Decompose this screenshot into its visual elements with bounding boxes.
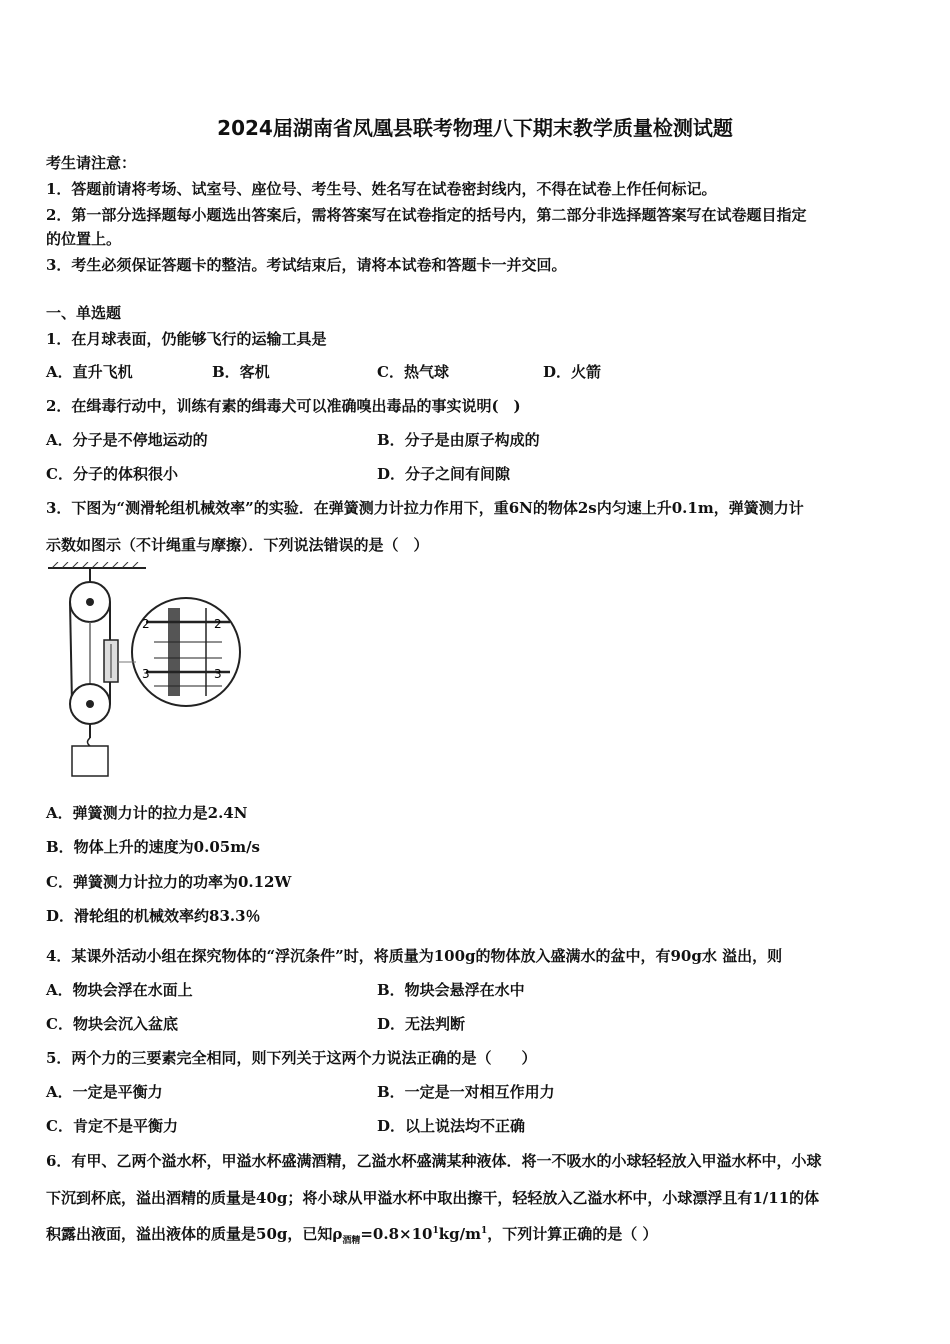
question-1-stem: 1．在月球表面，仍能够飞行的运输工具是 — [46, 330, 327, 348]
question-2-stem: 2．在缉毒行动中，训练有素的缉毒犬可以准确嗅出毒品的事实说明( ) — [46, 397, 521, 415]
q1-option-c: C．热气球 — [377, 363, 449, 381]
question-4-stem: 4．某课外活动小组在探究物体的“浮沉条件”时，将质量为100g的物体放入盛满水的盆中，有90g水 溢出，则 — [46, 947, 783, 965]
q4-option-c: C．物块会沉入盆底 — [46, 1015, 178, 1033]
q3-option-b: B．物体上升的速度为0.05m/s — [46, 838, 261, 856]
q4-option-a: A．物块会浮在水面上 — [46, 981, 193, 999]
notice-item: 1．答题前请将考场、试室号、座位号、考生号、姓名写在试卷密封线内，不得在试卷上作任何标记。 — [46, 180, 717, 198]
question-6-stem-cont: 下沉到杯底，溢出酒精的质量是40g；将小球从甲溢水杯中取出擦干，轻轻放入乙溢水杯中，小球漂浮且有1/11的体 — [46, 1189, 820, 1207]
notice-heading: 考生请注意： — [46, 154, 137, 172]
q5-option-b: B．一定是一对相互作用力 — [377, 1083, 555, 1101]
q2-option-c: C．分子的体积很小 — [46, 465, 178, 483]
scale-label-right-3: 3 — [214, 667, 222, 681]
page-title: 2024届湖南省凤凰县联考物理八下期末教学质量检测试题 — [217, 116, 733, 140]
q5-option-d: D．以上说法均不正确 — [377, 1117, 526, 1135]
q2-option-b: B．分子是由原子构成的 — [377, 431, 540, 449]
q6-unit-exponent: 1 — [480, 1226, 488, 1236]
q6-text-b: =0.8×10 — [360, 1225, 433, 1243]
q6-text-d: ，下列计算正确的是（ ） — [487, 1225, 658, 1243]
question-6-stem: 6．有甲、乙两个溢水杯，甲溢水杯盛满酒精，乙溢水杯盛满某种液体．将一不吸水的小球轻轻放入甲溢水杯中，小球 — [46, 1152, 822, 1170]
q1-option-b: B．客机 — [212, 363, 270, 381]
q2-option-d: D．分子之间有间隙 — [377, 465, 511, 483]
q6-text-a: 积露出液面，溢出液体的质量是50g，已知ρ — [46, 1225, 343, 1243]
q2-option-a: A．分子是不停地运动的 — [46, 431, 208, 449]
q5-option-a: A．一定是平衡力 — [46, 1083, 163, 1101]
question-5-stem: 5．两个力的三要素完全相同，则下列关于这两个力说法正确的是（ ） — [46, 1049, 537, 1067]
notice-item: 2．第一部分选择题每小题选出答案后，需将答案写在试卷指定的括号内，第二部分非选择题答案写在试卷题目指定 — [46, 206, 807, 224]
q3-option-c: C．弹簧测力计拉力的功率为0.12W — [46, 873, 292, 891]
q3-option-a: A．弹簧测力计的拉力是2.4N — [46, 804, 248, 822]
q4-option-d: D．无法判断 — [377, 1015, 466, 1033]
question-3-stem-cont: 示数如图示（不计绳重与摩擦）．下列说法错误的是（ ） — [46, 536, 429, 554]
q3-option-d: D．滑轮组的机械效率约83.3％ — [46, 907, 261, 925]
notice-item: 的位置上。 — [46, 230, 122, 248]
q4-option-b: B．物块会悬浮在水中 — [377, 981, 525, 999]
q1-option-d: D．火箭 — [543, 363, 602, 381]
q6-exponent: 1 — [432, 1226, 439, 1236]
q5-option-c: C．肯定不是平衡力 — [46, 1117, 178, 1135]
notice-item: 3．考生必须保证答题卡的整洁。考试结束后，请将本试卷和答题卡一并交回。 — [46, 256, 567, 274]
scale-label-left-2: 2 — [142, 617, 150, 631]
pulley-diagram — [46, 562, 242, 782]
q6-density-subscript: 酒精 — [342, 1236, 361, 1246]
scale-label-right-2: 2 — [214, 617, 222, 631]
question-6-stem-end — [46, 1223, 657, 1246]
section-heading: 一、单选题 — [46, 304, 122, 322]
question-3-stem: 3．下图为“测滑轮组机械效率”的实验．在弹簧测力计拉力作用下，重6N的物体2s内匀速上升0.1m，弹簧测力计 — [46, 499, 804, 517]
q6-text-c: kg/m — [438, 1225, 481, 1243]
q1-option-a: A．直升飞机 — [46, 363, 133, 381]
scale-label-left-3: 3 — [142, 667, 150, 681]
